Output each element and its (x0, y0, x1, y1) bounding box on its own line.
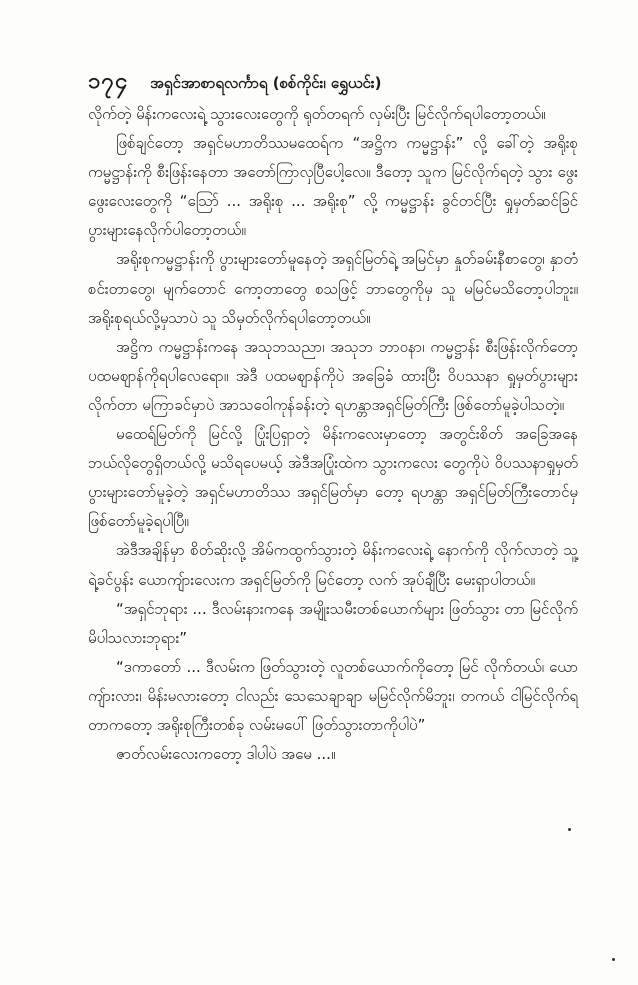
dialogue-paragraph: “အရှင်ဘုရား ... ဒီလမ်းနားကနေ အမျိုးသမီးတစ်ယောက်များ ဖြတ်သွား တာ မြင်လိုက်မိပါသလားဘုရား” (88, 599, 578, 647)
body-text (88, 100, 578, 769)
print-speck (612, 958, 615, 961)
paragraph: အရိုးစုကမ္မဋ္ဌာန်းကို ပွားများတော်မူနေတဲ့ အရှင်မြတ်ရဲ့ အမြင်မှာ နှုတ်ခမ်းနီစာတွေ၊ နှာတံစင်းတာတွေ၊ မျက်တောင် ကော့တာတွေ စသဖြင့် ဘာတွေကိုမှ သူ မမြင်မသိတော့ပါဘူး။ အရိုးစုရယ်လို့မှသာပဲ သူ သိမှတ်လိုက်ရပါတော့တယ်။ (88, 250, 578, 327)
paragraph: ဖြစ်ချင်တော့ အရှင်မဟာတိဿမထေရ်က “အဋ္ဌိက ကမ္မဋ္ဌာန်း” လို့ ခေါ်တဲ့ အရိုးစုကမ္မဋ္ဌာန်းကို စီးဖြန်းနေတာ အတော်ကြာလှပြီပေါ့လေ။ ဒီတော့ သူက မြင်လိုက်ရတဲ့ သွား ဖွေးဖွေးလေးတွေကို “သြော် ... အရိုးစု ... အရိုးစု” လို့ ကမ္မဋ္ဌာန်း ခွင်တင်ပြီး ရှုမှတ်ဆင်ခြင် ပွားများနေလိုက်ပါတော့တယ်။ (88, 134, 578, 240)
paragraph: မထေရ်မြတ်ကို မြင်လို့ ပြုံးပြရှာတဲ့ မိန်းကလေးမှာတော့ အတွင်းစိတ် အခြေအနေ ဘယ်လိုတွေရှိတယ်လို့ မသိရပေမယ့် အဲဒီအပြုံးထဲက သွားကလေး တွေကိုပဲ ဝိပဿနာရှုမှတ်ပွားများတော်မူခဲ့တဲ့ အရှင်မဟာတိဿ အရှင်မြတ်မှာ တော့ ရဟန္တာ အရှင်မြတ်ကြီးတောင်မှ ဖြစ်တော်မူခဲ့ရပါပြီ။ (88, 425, 578, 531)
page-number: ၁၇၄ (88, 69, 129, 94)
paragraph: အဲဒီအချိန်မှာ စိတ်ဆိုးလို့ အိမ်ကထွက်သွားတဲ့ မိန်းကလေးရဲ့ နောက်ကို လိုက်လာတဲ့ သူ့ရဲ့ခင်ပွန်း ယောကျ်ားလေးက အရှင်မြတ်ကို မြင်တော့ လက် အုပ်ချီပြီး မေးရှာပါတယ်။ (88, 541, 578, 589)
page-header (88, 66, 558, 96)
paragraph: အဋ္ဌိက ကမ္မဋ္ဌာန်းကနေ အသုဘသညာ၊ အသုဘ ဘာဝနာ၊ ကမ္မဋ္ဌာန်း စီးဖြန်းလိုက်တော့ ပထမဈာန်ကိုရပါလေရော။ အဲဒီ ပထမဈာန်ကိုပဲ အခြေခံ ထားပြီး ဝိပဿနာ ရှုမှတ်ပွားများလိုက်တာ မကြာခင်မှာပဲ အာသဝေါကုန်ခန်းတဲ့ ရဟန္တာအရှင်မြတ်ကြီး ဖြစ်တော်မူခဲ့ပါသတဲ့။ (88, 337, 578, 414)
print-speck (568, 828, 571, 831)
running-head: အရှင်အာစာရလင်္ကာရ (စစ်ကိုင်း၊ ရွှေယင်း) (150, 74, 382, 92)
paragraph-continuation: လိုက်တဲ့ မိန်းကလေးရဲ့ သွားလေးတွေကို ရုတ်တရက် လှမ်းပြီး မြင်လိုက်ရပါတော့တယ်။ (88, 105, 546, 123)
closing-paragraph: ဇာတ်လမ်းလေးကတော့ ဒါပါပဲ အမေ ...။ (116, 745, 336, 764)
dialogue-paragraph: “ဒကာတော် ... ဒီလမ်းက ဖြတ်သွားတဲ့ လူတစ်ယောက်ကိုတော့ မြင် လိုက်တယ်၊ ယောကျ်ားလား၊ မိန်းမလားတော့ ငါလည်း သေသေချာချာ မမြင်လိုက်မိဘူး၊ တကယ် ငါမြင်လိုက်ရတာကတော့ အရိုးစုကြီးတစ်ခု လမ်းမပေါ် ဖြတ်သွားတာကိုပါပဲ” (88, 657, 578, 734)
